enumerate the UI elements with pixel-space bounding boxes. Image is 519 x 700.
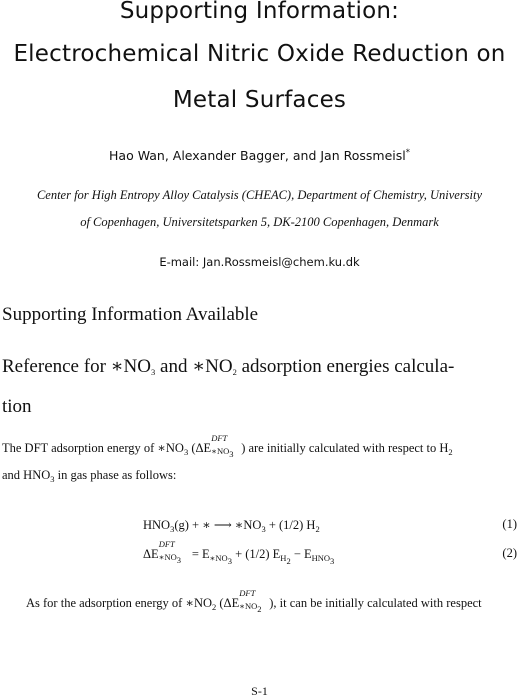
paragraph-line-2 <box>2 468 176 484</box>
eq2-sub3 <box>280 553 291 566</box>
p3-sub2-text: ∗NO <box>239 601 258 611</box>
p2-text-b: in gas phase as follows: <box>54 468 177 482</box>
heading-sub-b: 2 <box>232 367 237 377</box>
corresponding-author-mark: * <box>405 148 410 158</box>
p1-sub4: 2 <box>448 447 453 457</box>
affiliation-line-1: Center for High Entropy Alloy Catalysis (CHEAC), Department of Chemistry, University <box>36 188 483 202</box>
eq2-b: = E <box>188 547 210 561</box>
eq2-sub4 <box>311 553 335 566</box>
p3-sub2 <box>239 601 261 614</box>
eq2-sub3-text: H <box>280 553 287 563</box>
eq2-sub2-text: ∗NO <box>209 553 228 563</box>
p1-sup: DFT <box>211 433 228 443</box>
eq2-sub4-text: HNO <box>311 553 331 563</box>
contact-email: E-mail: Jan.Rossmeisl@chem.ku.dk <box>159 255 360 269</box>
eq1-sub2: 3 <box>261 524 266 534</box>
eq2-sub3b: 2 <box>286 556 291 566</box>
page-number: S-1 <box>251 684 268 698</box>
p3-text-c: ), it can be initially calculated with respect <box>269 596 482 610</box>
p2-sub: 3 <box>50 474 55 484</box>
eq1-sub1: 3 <box>170 524 175 534</box>
title-line-3: Metal Surfaces <box>172 87 347 113</box>
heading-text-b: and ∗NO <box>155 356 233 377</box>
p3-supsub <box>239 588 269 614</box>
section-heading-si-available: Supporting Information Available <box>2 304 259 325</box>
p1-sub: 3 <box>183 447 189 457</box>
p3-text-a: As for the adsorption energy of ∗NO <box>26 596 213 610</box>
p1-sub2 <box>211 446 233 459</box>
heading-text-a: Reference for ∗NO <box>2 356 152 377</box>
eq1-b: (g) + ∗ ⟶ ∗NO <box>174 518 262 532</box>
eq2-sub <box>159 552 181 565</box>
p1-text-c: ) are initially calculated with respect to H <box>241 441 449 455</box>
eq2-sub4b: 3 <box>330 556 335 566</box>
eq2-sup: DFT <box>158 539 175 549</box>
section-heading-reference-line-1 <box>2 355 454 378</box>
heading-sub-a: 3 <box>151 367 156 377</box>
p1-text-a: The DFT adsorption energy of ∗NO <box>2 441 184 455</box>
equation-1-body <box>143 517 320 534</box>
p3-text-b: (ΔE <box>216 596 240 610</box>
eq2-sub2 <box>209 553 232 566</box>
affiliation-line-2: of Copenhagen, Universitetsparken 5, DK-2100 Copenhagen, Denmark <box>80 215 439 229</box>
eq2-a: ΔE <box>143 547 159 561</box>
paragraph-line-3 <box>26 588 482 614</box>
authors-text: Hao Wan, Alexander Bagger, and Jan Rossmeisl <box>109 148 406 163</box>
p3-sup: DFT <box>239 588 256 598</box>
eq2-sub-b: 3 <box>176 555 181 565</box>
equation-2-body <box>143 539 335 566</box>
paragraph-line-1 <box>2 433 453 459</box>
eq2-supsub <box>158 539 189 565</box>
eq1-c: + (1/2) H <box>265 518 316 532</box>
p1-text-b: (ΔE <box>188 441 212 455</box>
eq2-sub2b: 3 <box>227 556 232 566</box>
eq2-d: − E <box>290 547 312 561</box>
eq2-sub-text: ∗NO <box>158 552 177 562</box>
equation-1-number: (1) <box>502 517 517 531</box>
eq1-a: HNO <box>143 518 171 532</box>
p2-text-a: and HNO <box>2 468 51 482</box>
p1-sub3: 3 <box>229 449 234 459</box>
p1-sub2-text: ∗NO <box>211 446 230 456</box>
p3-sub: 2 <box>212 602 217 612</box>
section-heading-reference-line-2: tion <box>2 396 32 417</box>
title-line-1: Supporting Information: <box>119 0 400 24</box>
title-line-2: Electrochemical Nitric Oxide Reduction on <box>13 41 506 67</box>
p1-supsub <box>211 433 241 459</box>
eq1-sub3: 2 <box>315 524 320 534</box>
equation-2-number: (2) <box>502 546 517 560</box>
heading-text-c: adsorption energies calcula- <box>236 356 455 377</box>
author-list <box>0 148 519 163</box>
eq2-c: + (1/2) E <box>231 547 281 561</box>
p3-sub3: 2 <box>257 604 262 614</box>
